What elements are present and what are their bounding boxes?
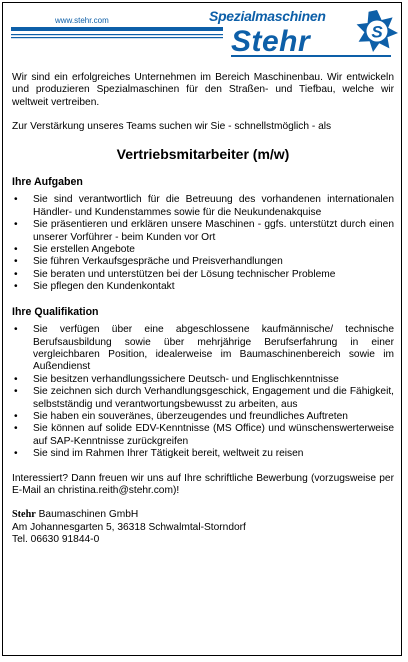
bullet-icon: • <box>14 281 18 293</box>
list-item: • Sie präsentieren und erklären unsere Maschinen - ggfs. unterstützt durch einen unserer Vorführer - beim Kunden vor Ort <box>14 219 394 243</box>
bullet-icon: • <box>14 386 18 398</box>
logo-letter: S <box>371 22 383 42</box>
bullet-icon: • <box>14 256 18 268</box>
list-item: • Sie erstellen Angebote <box>14 244 135 256</box>
tagline: Spezialmaschinen <box>209 8 326 24</box>
bullet-icon: • <box>14 373 18 385</box>
ad-body <box>12 72 394 547</box>
list-item: • Sie sind verantwortlich für die Betreuung des vorhandenen internationalen Händler- und Kundenstammes sowie für die Neukundenakquise <box>14 194 394 218</box>
contact-block <box>12 509 394 546</box>
list-item: • Sie pflegen den Kundenkontakt <box>14 281 175 293</box>
intro-paragraph: Wir sind ein erfolgreiches Unternehmen im Bereich Maschinenbau. Wir entwickeln und produzieren Spezialmaschinen für den Straßen- und Tiefbau, welche wir weltweit vertreiben. <box>12 72 394 108</box>
header-lines <box>3 3 403 65</box>
bullet-icon: • <box>14 194 18 206</box>
company-address: Am Johannesgarten 5, 36318 Schwalmtal-Storndorf <box>12 521 246 533</box>
bullet-icon: • <box>14 324 18 336</box>
star-logo-icon <box>355 9 399 53</box>
tasks-heading: Ihre Aufgaben <box>12 176 83 189</box>
qualifications-list <box>12 324 394 460</box>
qualifications-heading: Ihre Qualifikation <box>12 305 99 318</box>
list-item: • Sie verfügen über eine abgeschlossene kaufmännische/ technische Berufsausbildung sowie über mehrjährige Berufserfahrung in einer vergleichbaren Position, idealerweise im Baumaschinenbereich sowie im Außendienst <box>14 324 394 373</box>
bullet-icon: • <box>14 423 18 435</box>
intro-lead-in: Zur Verstärkung unseres Teams suchen wir Sie - schnellstmöglich - als <box>12 121 332 133</box>
tasks-list <box>12 194 394 293</box>
list-item: • Sie führen Verkaufsgespräche und Preisverhandlungen <box>14 256 283 268</box>
list-item: • Sie haben ein souveränes, überzeugendes und freundliches Auftreten <box>14 410 348 422</box>
header <box>3 3 403 65</box>
list-item: • Sie können auf solide EDV-Kenntnisse (MS Office) und wünschenswerterweise auf SAP-Kenntnisse zurückgreifen <box>14 423 394 447</box>
bullet-icon: • <box>14 448 18 460</box>
job-title: Vertriebsmitarbeiter (m/w) <box>116 145 290 162</box>
list-item: • Sie beraten und unterstützen bei der Lösung technischer Probleme <box>14 268 336 280</box>
website-url[interactable]: www.stehr.com <box>55 16 109 25</box>
closing-paragraph: Interessiert? Dann freuen wir uns auf Ihre schriftliche Bewerbung (vorzugsweise per E-Mail an christina.reith@stehr.com)! <box>12 472 394 496</box>
brand-name: Stehr <box>231 25 311 58</box>
list-item: • Sie zeichnen sich durch Verhandlungsgeschick, Engagement und die Fähigkeit, selbstständig und verantwortungsbewusst zu arbeiten, aus <box>14 386 394 410</box>
company-name: Stehr Baumaschinen GmbH <box>12 509 139 521</box>
list-item: • Sie besitzen verhandlungssichere Deutsch- und Englischkenntnisse <box>14 373 339 385</box>
job-advertisement <box>2 2 402 656</box>
company-brand: Stehr <box>12 509 36 521</box>
bullet-icon: • <box>14 410 18 422</box>
bullet-icon: • <box>14 244 18 256</box>
list-item: • Sie sind im Rahmen Ihrer Tätigkeit bereit, weltweit zu reisen <box>14 448 304 460</box>
bullet-icon: • <box>14 268 18 280</box>
bullet-icon: • <box>14 219 18 231</box>
company-phone: Tel. 06630 91844-0 <box>12 534 100 546</box>
